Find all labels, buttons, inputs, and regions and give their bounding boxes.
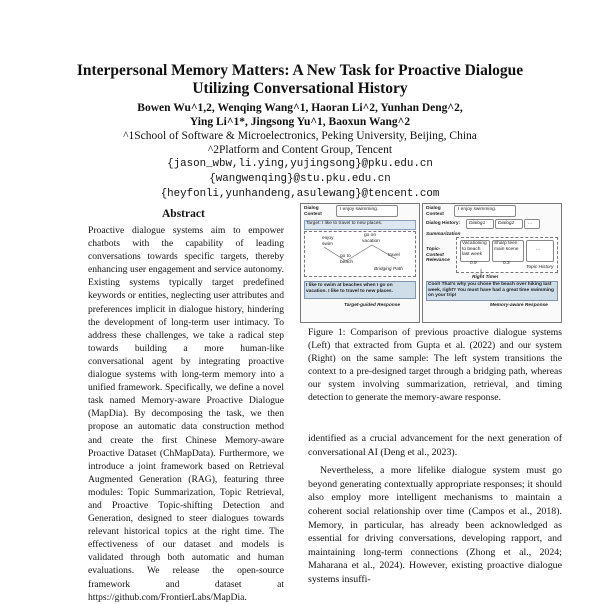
figure-caption-text: Figure 1: Comparison of previous proactive dialogue systems (Left) that extracted from Gupta et al. (2022) and our system (Right) on the same sample: The left system transitions the context to a pre-designed target through a bridging path, whereas our system involving summarization, retrieval, and timing detection to generate the memory-aware response. xyxy=(308,327,562,404)
right-context-chip-text: I enjoy swimming. xyxy=(458,207,497,212)
right-history-item-3-text: ... xyxy=(528,221,532,226)
left-node-travel: travel xyxy=(388,253,400,258)
email-line-1: {jason_wbw,li.ying,yujingsong}@pku.edu.cn xyxy=(167,158,433,170)
abstract-heading: Abstract xyxy=(162,208,205,220)
email-line-3: {heyfonli,yunhandeng,asulewang}@tencent.com xyxy=(160,188,440,200)
right-topic-box-3-text: ... xyxy=(536,247,540,252)
authors-line1: Bowen Wu^1,2, Wenqing Wang^1, Haoran Li^2, Yunhan Deng^2, xyxy=(137,102,463,114)
abstract-text: Proactive dialogue systems aim to empower chatbots with the capability of leading conversations towards specific targets, thereby enhancing user engagement and service autonomy. Existing systems typically target predefined keywords or entities, neglecting user attributes and preferences implicit in dialogue history, hindering the development of long-term user intimacy. To address these challenges, we take a radical step towards building a more human-like conversational agent by integrating proactive dialogue systems with long-term memory into a unified framework. Specifically, we define a novel task named Memory-aware Proactive Dialogue (MapDia). By decomposing the task, we then propose an automatic data construction method and create the first Chinese Memory-aware Proactive Dataset (ChMapData). Furthermore, we introduce a joint framework based on Retrieval Augmented Generation (RAG), featuring three modules: Topic Summarization, Topic Retrieval, and Proactive Topic-shifting Detection and Generation, designed to steer dialogues towards relevant historical topics at the right time. The effectiveness of our dataset and models is validated through both automatic and human evaluations. We release the open-source framework and dataset at https://github.com/FrontierLabs/MapDia. xyxy=(88,225,284,603)
figure-caption xyxy=(308,326,562,405)
right-history-item-1-text: Dialog1 xyxy=(469,221,486,226)
affiliation-1: ^1School of Software & Microelectronics, Peking University, Beijing, China xyxy=(123,130,477,142)
left-response-text: I like to swim at beaches when I go on vacation. I like to travel to new places. xyxy=(306,283,393,294)
paper-title-line1: Interpersonal Memory Matters: A New Task for Proactive Dialogue xyxy=(76,62,524,79)
right-history-item-3 xyxy=(524,219,540,229)
left-context-label: Context xyxy=(304,212,322,217)
paper-title-line2: Utilizing Conversational History xyxy=(192,80,408,97)
right-time-arrow-icon xyxy=(476,269,486,277)
right-history-label: Dialog History: xyxy=(426,221,461,226)
left-context-chip-text: I enjoy swimming. xyxy=(340,207,379,212)
left-response-label: Target-guided Response xyxy=(344,303,401,308)
body-right-column xyxy=(308,432,562,587)
right-history-item-2-text: Dialog2 xyxy=(498,221,515,226)
left-target-text: Target: I like to travel to new places. xyxy=(306,221,383,226)
left-bridge-label: Bridging Path xyxy=(374,267,403,272)
right-topic-box-2-text: Sharp teen main scene xyxy=(494,241,519,252)
right-topic-box-1-rel: 0.9 xyxy=(470,261,477,266)
right-topic-box-1-text: Vacationing to beach last week xyxy=(462,241,487,258)
left-node-beach: beach xyxy=(340,260,354,265)
right-response-label: Memory-aware Response xyxy=(490,303,548,308)
left-node-goon: go on xyxy=(364,233,377,238)
right-summarization-label: Summarization xyxy=(426,232,461,237)
right-response-text: Cool! That's why you chose the beach over hiking last week, right? You must have had a great time swimming on your trip! xyxy=(428,282,554,299)
authors-line2: Ying Li^1*, Jingsong Yu^1, Baoxun Wang^2 xyxy=(189,116,411,128)
right-context-label: Context xyxy=(426,212,444,217)
left-node-goto: go to xyxy=(340,254,351,259)
right-topic-relevance-label: Topic-Context Relevance xyxy=(426,247,450,264)
left-dialog-label: Dialog xyxy=(304,206,319,211)
body-paragraph-1: identified as a crucial advancement for the next generation of conversational AI (Deng et al., 2023). xyxy=(308,433,562,458)
right-dialog-label: Dialog xyxy=(426,206,441,211)
right-topic-box-3 xyxy=(526,240,554,262)
right-time-label: Right Time! xyxy=(472,275,499,280)
affiliation-2: ^2Platform and Content Group, Tencent xyxy=(207,144,393,156)
right-topic-box-2-rel: 0.3 xyxy=(503,261,510,266)
figure-1 xyxy=(300,203,562,323)
right-topic-history-label: Topic History xyxy=(526,265,554,270)
left-node-enjoy: enjoy xyxy=(322,236,334,241)
email-line-2: {wangwenqing}@stu.pku.edu.cn xyxy=(209,173,391,185)
abstract-body xyxy=(88,224,284,604)
body-paragraph-2: Nevertheless, a more lifelike dialogue system must go beyond generating contextually appropriate responses; it should also employ more intelligent mechanisms to maintain a coherent social relationship over time (Campos et al., 2018). Memory, in particular, has already been acknowledged as essential for driving conversations, developing rapport, and maintaining long-term connections (Zhong et al., 2024; Maharana et al., 2024). However, existing proactive dialogue systems insuffi- xyxy=(308,465,562,585)
left-node-swim: swim xyxy=(322,242,333,247)
left-node-vacation: vacation xyxy=(362,239,380,244)
